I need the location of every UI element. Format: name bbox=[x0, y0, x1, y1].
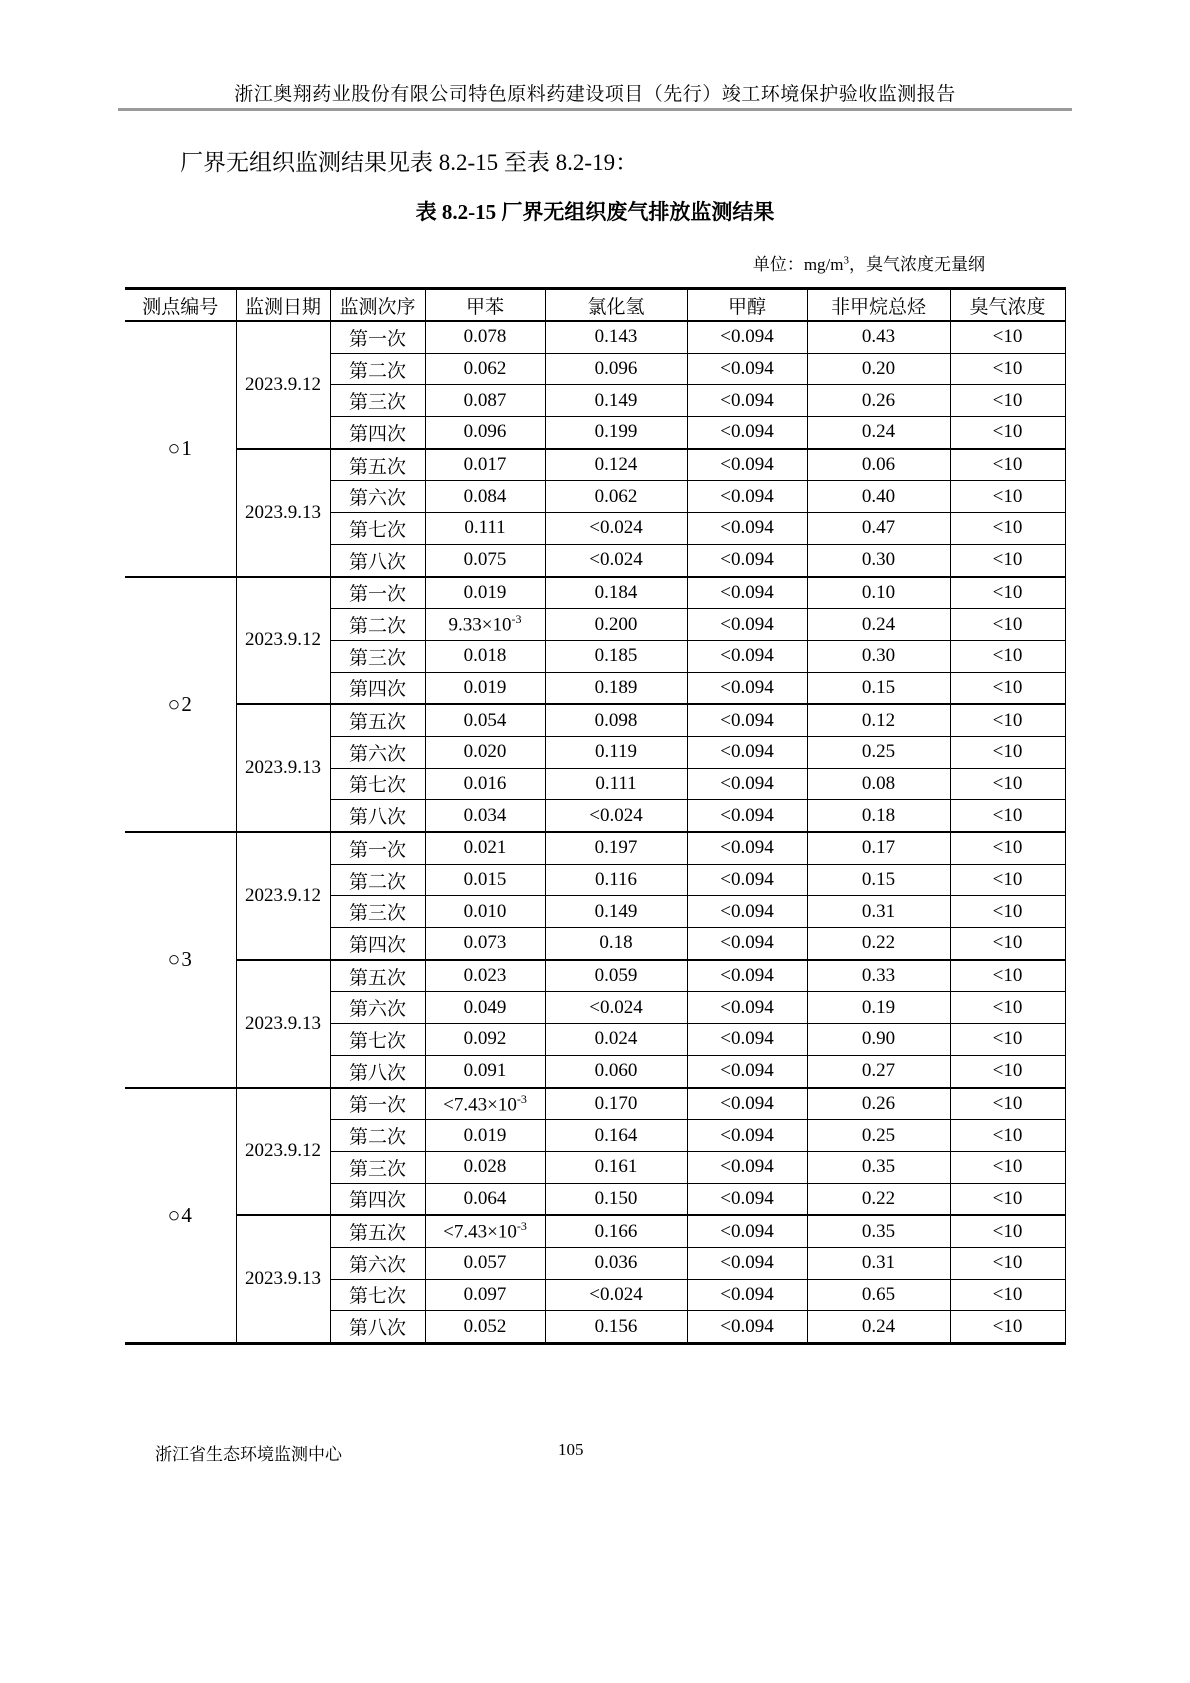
table-row bbox=[125, 449, 1065, 481]
value-cell: 0.170 bbox=[545, 1088, 687, 1120]
value-cell: <10 bbox=[950, 609, 1065, 641]
value-cell: 0.049 bbox=[425, 992, 545, 1024]
value-cell: 0.119 bbox=[545, 736, 687, 768]
value-cell: 0.149 bbox=[545, 896, 687, 928]
value-cell: 0.47 bbox=[807, 513, 950, 545]
sequence-cell: 第三次 bbox=[330, 640, 425, 672]
value-cell: <0.094 bbox=[687, 1088, 807, 1120]
value-cell: 0.200 bbox=[545, 609, 687, 641]
monitoring-point-cell: ○2 bbox=[125, 577, 236, 833]
value-cell: 0.185 bbox=[545, 640, 687, 672]
value-cell: 0.65 bbox=[807, 1279, 950, 1311]
sequence-cell: 第六次 bbox=[330, 1247, 425, 1279]
sequence-cell: 第六次 bbox=[330, 992, 425, 1024]
value-cell: 0.27 bbox=[807, 1055, 950, 1087]
value-cell: 0.064 bbox=[425, 1183, 545, 1215]
value-cell: 0.098 bbox=[545, 704, 687, 736]
value-cell: 0.075 bbox=[425, 544, 545, 576]
value-cell: 0.021 bbox=[425, 832, 545, 864]
monitoring-point-cell: ○4 bbox=[125, 1088, 236, 1344]
value-cell: <0.024 bbox=[545, 992, 687, 1024]
header-divider bbox=[118, 108, 1072, 111]
table-row bbox=[125, 1215, 1065, 1247]
value-cell: 0.18 bbox=[807, 800, 950, 832]
value-cell: <0.094 bbox=[687, 1055, 807, 1087]
value-cell: 0.12 bbox=[807, 704, 950, 736]
value-cell: 0.096 bbox=[545, 353, 687, 385]
value-cell: 0.35 bbox=[807, 1151, 950, 1183]
value-cell: 0.166 bbox=[545, 1215, 687, 1247]
value-cell: 0.30 bbox=[807, 544, 950, 576]
sequence-cell: 第六次 bbox=[330, 736, 425, 768]
value-cell: <0.094 bbox=[687, 800, 807, 832]
unit-note-suffix: ，臭气浓度无量纲 bbox=[849, 255, 985, 274]
value-cell: <0.094 bbox=[687, 321, 807, 353]
value-cell: 0.31 bbox=[807, 1247, 950, 1279]
value-cell: 0.016 bbox=[425, 768, 545, 800]
column-header-4: 甲苯 bbox=[425, 289, 545, 322]
value-cell: <0.094 bbox=[687, 960, 807, 992]
value-cell: <0.094 bbox=[687, 704, 807, 736]
monitoring-date-cell: 2023.9.12 bbox=[236, 832, 330, 960]
value-cell: 0.35 bbox=[807, 1215, 950, 1247]
sequence-cell: 第五次 bbox=[330, 704, 425, 736]
sequence-cell: 第五次 bbox=[330, 449, 425, 481]
value-cell: 0.036 bbox=[545, 1247, 687, 1279]
value-cell: <0.094 bbox=[687, 1247, 807, 1279]
value-cell: <10 bbox=[950, 577, 1065, 609]
value-cell: 0.22 bbox=[807, 1183, 950, 1215]
table-row bbox=[125, 960, 1065, 992]
value-cell: 0.124 bbox=[545, 449, 687, 481]
value-cell: <0.094 bbox=[687, 1183, 807, 1215]
column-header-3: 监测次序 bbox=[330, 289, 425, 322]
value-cell: <0.094 bbox=[687, 577, 807, 609]
value-cell: <0.094 bbox=[687, 1311, 807, 1344]
value-cell: <10 bbox=[950, 1055, 1065, 1087]
value-cell: <10 bbox=[950, 1183, 1065, 1215]
sequence-cell: 第三次 bbox=[330, 1151, 425, 1183]
value-cell: 0.019 bbox=[425, 1120, 545, 1152]
value-cell: <0.094 bbox=[687, 768, 807, 800]
value-cell: 0.034 bbox=[425, 800, 545, 832]
value-cell: 0.15 bbox=[807, 672, 950, 704]
sequence-cell: 第七次 bbox=[330, 1024, 425, 1056]
value-cell: <10 bbox=[950, 481, 1065, 513]
value-cell: <10 bbox=[950, 449, 1065, 481]
sequence-cell: 第一次 bbox=[330, 321, 425, 353]
value-cell: 0.18 bbox=[545, 928, 687, 960]
monitoring-date-cell: 2023.9.13 bbox=[236, 1215, 330, 1343]
value-cell: 0.199 bbox=[545, 417, 687, 449]
column-header-5: 氯化氢 bbox=[545, 289, 687, 322]
value-cell: <0.094 bbox=[687, 832, 807, 864]
value-cell: 0.24 bbox=[807, 417, 950, 449]
table-row bbox=[125, 321, 1065, 353]
sequence-cell: 第七次 bbox=[330, 768, 425, 800]
column-header-2: 监测日期 bbox=[236, 289, 330, 322]
value-cell: <0.094 bbox=[687, 385, 807, 417]
value-cell: <0.094 bbox=[687, 896, 807, 928]
sequence-cell: 第三次 bbox=[330, 385, 425, 417]
table-header-row bbox=[125, 289, 1065, 322]
value-cell: 0.010 bbox=[425, 896, 545, 928]
value-cell: <10 bbox=[950, 417, 1065, 449]
column-header-8: 臭气浓度 bbox=[950, 289, 1065, 322]
value-cell: 0.150 bbox=[545, 1183, 687, 1215]
value-cell: <10 bbox=[950, 864, 1065, 896]
value-cell: 0.22 bbox=[807, 928, 950, 960]
value-cell: <0.094 bbox=[687, 736, 807, 768]
sequence-cell: 第八次 bbox=[330, 544, 425, 576]
value-cell: <0.094 bbox=[687, 353, 807, 385]
value-cell: <0.094 bbox=[687, 609, 807, 641]
sequence-cell: 第一次 bbox=[330, 832, 425, 864]
value-cell: 0.087 bbox=[425, 385, 545, 417]
monitoring-date-cell: 2023.9.12 bbox=[236, 1088, 330, 1216]
value-cell: <10 bbox=[950, 544, 1065, 576]
value-cell: 0.091 bbox=[425, 1055, 545, 1087]
sequence-cell: 第五次 bbox=[330, 1215, 425, 1247]
value-cell: 0.060 bbox=[545, 1055, 687, 1087]
monitoring-point-cell: ○1 bbox=[125, 321, 236, 577]
value-cell: 0.059 bbox=[545, 960, 687, 992]
sequence-cell: 第二次 bbox=[330, 353, 425, 385]
value-cell: 0.062 bbox=[545, 481, 687, 513]
value-cell: 0.019 bbox=[425, 577, 545, 609]
value-cell: 0.156 bbox=[545, 1311, 687, 1344]
table-body bbox=[125, 321, 1065, 1344]
value-cell: <0.094 bbox=[687, 672, 807, 704]
value-cell: 0.40 bbox=[807, 481, 950, 513]
value-cell: 0.143 bbox=[545, 321, 687, 353]
value-cell: <10 bbox=[950, 1279, 1065, 1311]
footer-organization: 浙江省生态环境监测中心 bbox=[155, 1445, 342, 1464]
table-row bbox=[125, 832, 1065, 864]
sequence-cell: 第八次 bbox=[330, 800, 425, 832]
value-cell: 0.057 bbox=[425, 1247, 545, 1279]
monitoring-date-cell: 2023.9.13 bbox=[236, 449, 330, 577]
sequence-cell: 第七次 bbox=[330, 513, 425, 545]
value-cell: <10 bbox=[950, 1247, 1065, 1279]
value-cell: 0.092 bbox=[425, 1024, 545, 1056]
value-cell: <10 bbox=[950, 992, 1065, 1024]
value-cell: 0.062 bbox=[425, 353, 545, 385]
value-cell: 0.015 bbox=[425, 864, 545, 896]
value-cell: 0.111 bbox=[425, 513, 545, 545]
table-row bbox=[125, 704, 1065, 736]
value-cell: 0.26 bbox=[807, 1088, 950, 1120]
value-cell: 0.197 bbox=[545, 832, 687, 864]
sequence-cell: 第四次 bbox=[330, 928, 425, 960]
sequence-cell: 第三次 bbox=[330, 896, 425, 928]
value-cell: 0.31 bbox=[807, 896, 950, 928]
value-cell: <10 bbox=[950, 736, 1065, 768]
value-cell: 0.111 bbox=[545, 768, 687, 800]
value-cell: 0.161 bbox=[545, 1151, 687, 1183]
table-title: 表 8.2-15 厂界无组织废气排放监测结果 bbox=[415, 200, 775, 224]
value-cell: <10 bbox=[950, 1215, 1065, 1247]
document-header-title: 浙江奥翔药业股份有限公司特色原料药建设项目（先行）竣工环境保护验收监测报告 bbox=[234, 84, 956, 105]
value-cell: <10 bbox=[950, 800, 1065, 832]
value-cell: <10 bbox=[950, 321, 1065, 353]
table-row bbox=[125, 577, 1065, 609]
value-cell: <0.094 bbox=[687, 640, 807, 672]
value-cell: <0.094 bbox=[687, 544, 807, 576]
value-cell: 0.017 bbox=[425, 449, 545, 481]
sequence-cell: 第一次 bbox=[330, 577, 425, 609]
value-cell: 0.078 bbox=[425, 321, 545, 353]
value-cell: 0.10 bbox=[807, 577, 950, 609]
value-cell: <0.094 bbox=[687, 1215, 807, 1247]
value-cell: 0.096 bbox=[425, 417, 545, 449]
value-cell: 0.023 bbox=[425, 960, 545, 992]
unit-note-prefix: 单位：mg/m bbox=[752, 255, 844, 274]
value-cell: <0.024 bbox=[545, 800, 687, 832]
sequence-cell: 第二次 bbox=[330, 1120, 425, 1152]
value-cell: <0.094 bbox=[687, 1120, 807, 1152]
value-cell: 0.19 bbox=[807, 992, 950, 1024]
sequence-cell: 第二次 bbox=[330, 609, 425, 641]
value-cell: $<7.43\times 10^{-3}$ bbox=[425, 1088, 545, 1120]
sequence-cell: 第二次 bbox=[330, 864, 425, 896]
value-cell: 0.25 bbox=[807, 1120, 950, 1152]
value-cell: 0.164 bbox=[545, 1120, 687, 1152]
value-cell: 0.15 bbox=[807, 864, 950, 896]
value-cell: 0.08 bbox=[807, 768, 950, 800]
value-cell: 0.149 bbox=[545, 385, 687, 417]
sequence-cell: 第一次 bbox=[330, 1088, 425, 1120]
table-row bbox=[125, 1088, 1065, 1120]
value-cell: 0.052 bbox=[425, 1311, 545, 1344]
value-cell: <10 bbox=[950, 1120, 1065, 1152]
monitoring-date-cell: 2023.9.12 bbox=[236, 321, 330, 449]
column-header-7: 非甲烷总烃 bbox=[807, 289, 950, 322]
monitoring-date-cell: 2023.9.13 bbox=[236, 704, 330, 832]
value-cell: 0.020 bbox=[425, 736, 545, 768]
value-cell: 0.24 bbox=[807, 609, 950, 641]
unit-note bbox=[753, 250, 985, 275]
value-cell: $9.33\times 10^{-3}$ bbox=[425, 609, 545, 641]
value-cell: 0.17 bbox=[807, 832, 950, 864]
value-cell: <0.094 bbox=[687, 928, 807, 960]
value-cell: <0.094 bbox=[687, 864, 807, 896]
column-header-6: 甲醇 bbox=[687, 289, 807, 322]
value-cell: 0.24 bbox=[807, 1311, 950, 1344]
value-cell: <0.094 bbox=[687, 1151, 807, 1183]
value-cell: <10 bbox=[950, 1151, 1065, 1183]
value-cell: <0.024 bbox=[545, 1279, 687, 1311]
value-cell: 0.30 bbox=[807, 640, 950, 672]
value-cell: <0.094 bbox=[687, 1279, 807, 1311]
column-header-1: 测点编号 bbox=[125, 289, 236, 322]
value-cell: <10 bbox=[950, 832, 1065, 864]
value-cell: 0.084 bbox=[425, 481, 545, 513]
sequence-cell: 第四次 bbox=[330, 1183, 425, 1215]
value-cell: 0.073 bbox=[425, 928, 545, 960]
value-cell: <0.094 bbox=[687, 1024, 807, 1056]
value-cell: <10 bbox=[950, 928, 1065, 960]
value-cell: <10 bbox=[950, 896, 1065, 928]
value-cell: <0.094 bbox=[687, 513, 807, 545]
value-cell: <10 bbox=[950, 640, 1065, 672]
value-cell: <10 bbox=[950, 1311, 1065, 1344]
value-cell: <0.094 bbox=[687, 449, 807, 481]
value-cell: 0.43 bbox=[807, 321, 950, 353]
monitoring-date-cell: 2023.9.13 bbox=[236, 960, 330, 1088]
value-cell: 0.018 bbox=[425, 640, 545, 672]
value-cell: 0.184 bbox=[545, 577, 687, 609]
sequence-cell: 第五次 bbox=[330, 960, 425, 992]
sequence-cell: 第六次 bbox=[330, 481, 425, 513]
intro-paragraph: 厂界无组织监测结果见表 8.2-15 至表 8.2-19： bbox=[180, 150, 639, 175]
value-cell: 0.116 bbox=[545, 864, 687, 896]
sequence-cell: 第八次 bbox=[330, 1055, 425, 1087]
sequence-cell: 第四次 bbox=[330, 417, 425, 449]
value-cell: 0.20 bbox=[807, 353, 950, 385]
value-cell: <10 bbox=[950, 1024, 1065, 1056]
value-cell: <10 bbox=[950, 513, 1065, 545]
value-cell: <10 bbox=[950, 960, 1065, 992]
value-cell: <10 bbox=[950, 1088, 1065, 1120]
value-cell: <10 bbox=[950, 672, 1065, 704]
value-cell: <0.094 bbox=[687, 481, 807, 513]
value-cell: <10 bbox=[950, 385, 1065, 417]
page-number: 105 bbox=[558, 1440, 584, 1459]
value-cell: <10 bbox=[950, 353, 1065, 385]
table-header bbox=[125, 289, 1065, 322]
sequence-cell: 第四次 bbox=[330, 672, 425, 704]
value-cell: 0.06 bbox=[807, 449, 950, 481]
value-cell: 0.019 bbox=[425, 672, 545, 704]
value-cell: <0.024 bbox=[545, 544, 687, 576]
value-cell: 0.024 bbox=[545, 1024, 687, 1056]
value-cell: 0.189 bbox=[545, 672, 687, 704]
value-cell: <10 bbox=[950, 704, 1065, 736]
value-cell: 0.90 bbox=[807, 1024, 950, 1056]
value-cell: <0.094 bbox=[687, 417, 807, 449]
unit-note-superscript: 3 bbox=[843, 254, 849, 267]
sequence-cell: 第八次 bbox=[330, 1311, 425, 1344]
monitoring-results-table bbox=[125, 287, 1066, 1345]
value-cell: 0.25 bbox=[807, 736, 950, 768]
value-cell: 0.028 bbox=[425, 1151, 545, 1183]
value-cell: <10 bbox=[950, 768, 1065, 800]
monitoring-date-cell: 2023.9.12 bbox=[236, 577, 330, 705]
monitoring-point-cell: ○3 bbox=[125, 832, 236, 1088]
value-cell: 0.33 bbox=[807, 960, 950, 992]
value-cell: $<7.43\times 10^{-3}$ bbox=[425, 1215, 545, 1247]
value-cell: 0.054 bbox=[425, 704, 545, 736]
value-cell: <0.094 bbox=[687, 992, 807, 1024]
value-cell: <0.024 bbox=[545, 513, 687, 545]
value-cell: 0.097 bbox=[425, 1279, 545, 1311]
value-cell: 0.26 bbox=[807, 385, 950, 417]
sequence-cell: 第七次 bbox=[330, 1279, 425, 1311]
